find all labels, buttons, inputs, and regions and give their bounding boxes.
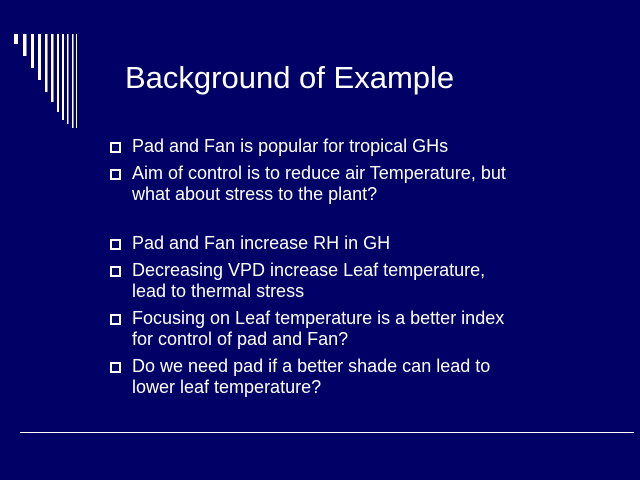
bullet-line: lower leaf temperature?: [132, 377, 322, 397]
bullet-line: Decreasing VPD increase Leaf temperature,: [132, 260, 486, 280]
bullet-item: [108, 233, 608, 254]
bullet-line: Pad and Fan increase RH in GH: [132, 233, 391, 253]
slide-title: Background of Example: [125, 60, 455, 95]
bullet-line: Do we need pad if a better shade can lead to: [132, 356, 491, 376]
hollow-square-bullet-icon: [110, 142, 121, 153]
hollow-square-bullet-icon: [110, 169, 121, 180]
hollow-square-bullet-icon: [110, 314, 121, 325]
bullet-item: [108, 136, 608, 157]
bullet-item: [108, 356, 608, 398]
bullet-list: [108, 136, 608, 404]
bullet-line: Pad and Fan is popular for tropical GHs: [132, 136, 449, 156]
bullet-line: lead to thermal stress: [132, 281, 305, 301]
bullet-line: for control of pad and Fan?: [132, 329, 349, 349]
bullet-item: [108, 163, 608, 205]
hollow-square-bullet-icon: [110, 266, 121, 277]
bullet-line: Focusing on Leaf temperature is a better index: [132, 308, 505, 328]
bullet-item: [108, 308, 608, 350]
hollow-square-bullet-icon: [110, 362, 121, 373]
bullet-item: [108, 260, 608, 302]
bullet-line: what about stress to the plant?: [132, 184, 378, 204]
footer-divider: [20, 432, 634, 433]
vertical-stripes-decoration: [14, 34, 110, 128]
bullet-line: Aim of control is to reduce air Temperature, but: [132, 163, 506, 183]
hollow-square-bullet-icon: [110, 239, 121, 250]
